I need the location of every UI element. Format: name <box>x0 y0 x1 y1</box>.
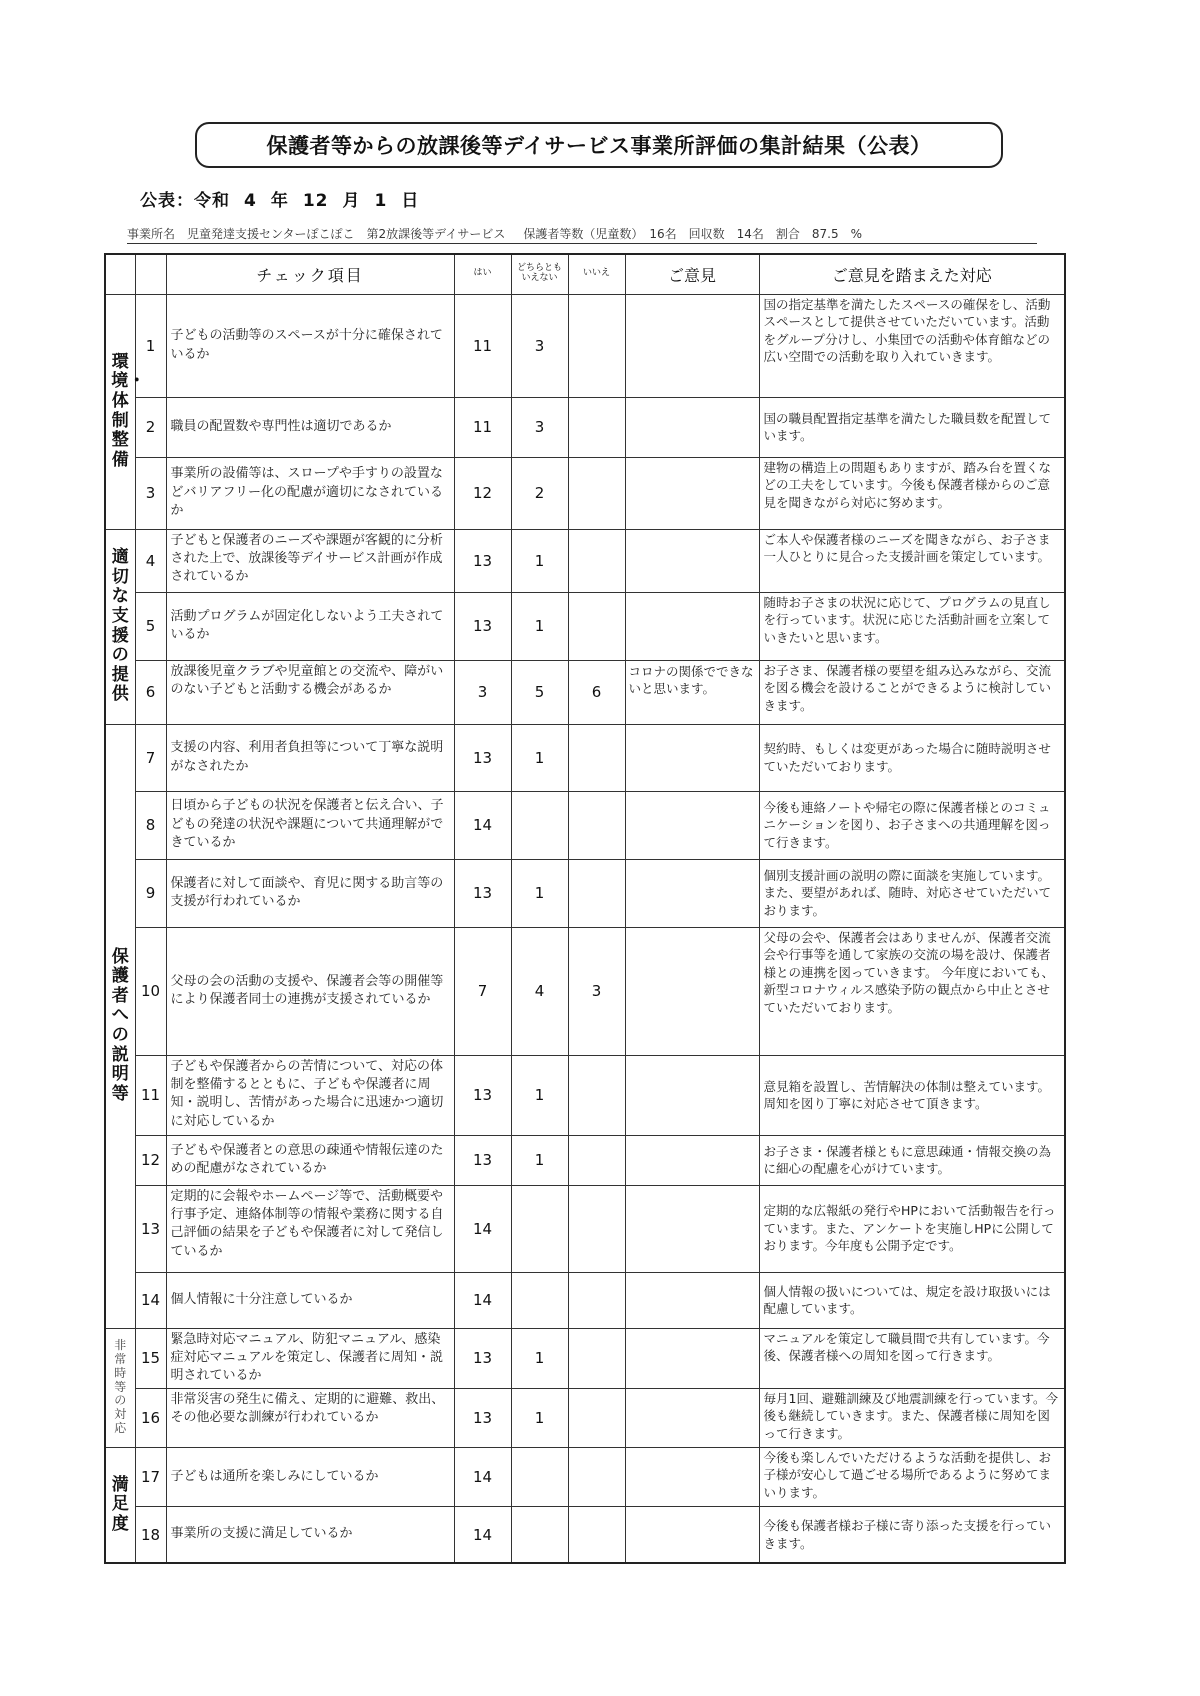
opinion-cell <box>625 1055 759 1135</box>
count-cell: 13 <box>454 1055 511 1135</box>
count-cell <box>568 1506 625 1563</box>
opinion-cell <box>625 724 759 791</box>
check-item: 事業所の支援に満足しているか <box>166 1506 454 1563</box>
opinion-cell <box>625 1272 759 1328</box>
count-cell <box>511 791 568 859</box>
count-cell <box>568 457 625 529</box>
count-cell <box>568 724 625 791</box>
count-cell: 13 <box>454 529 511 592</box>
category-explanation <box>105 724 135 1328</box>
check-item: 日頃から子どもの状況を保護者と伝え合い、子どもの発達の状況や課題について共通理解ができているか <box>166 791 454 859</box>
response-cell: マニュアルを策定して職員間で共有しています。今後、保護者様への周知を図って行きます。 <box>759 1328 1065 1388</box>
table-row <box>105 1135 1065 1185</box>
count-cell: 14 <box>454 1506 511 1563</box>
opinion-cell <box>625 457 759 529</box>
table-row <box>105 1388 1065 1447</box>
count-cell <box>511 1447 568 1506</box>
response-cell: 意見箱を設置し、苦情解決の体制は整えています。周知を図り丁寧に対応させて頂きます。 <box>759 1055 1065 1135</box>
count-cell: 2 <box>511 457 568 529</box>
count-cell: 14 <box>454 1447 511 1506</box>
count-cell: 11 <box>454 397 511 457</box>
opinion-cell <box>625 1328 759 1388</box>
facility-info <box>127 225 1037 244</box>
check-item: 子どもの活動等のスペースが十分に確保されているか <box>166 294 454 397</box>
table-cell <box>135 254 166 294</box>
check-item: 保護者に対して面談や、育児に関する助言等の支援が行われているか <box>166 859 454 927</box>
text-span: 日 <box>401 191 420 211</box>
count-cell: 13 <box>454 1328 511 1388</box>
row-number: 12 <box>135 1135 166 1185</box>
header-yes: はい <box>454 254 511 294</box>
table-row <box>105 859 1065 927</box>
header-row <box>105 254 1065 294</box>
count-cell <box>568 1185 625 1272</box>
facility-name: 事業所名 児童発達支援センターぽこぽこ 第2放課後等デイサービス <box>127 227 506 241</box>
table-row <box>105 660 1065 724</box>
count-cell <box>568 397 625 457</box>
opinion-cell <box>625 397 759 457</box>
row-number: 4 <box>135 529 166 592</box>
response-cell: 今後も保護者様お子様に寄り添った支援を行っていきます。 <box>759 1506 1065 1563</box>
table-row <box>105 592 1065 660</box>
count-cell <box>568 529 625 592</box>
text-span: 適切な支援の提供 <box>111 547 129 705</box>
count-cell <box>568 1135 625 1185</box>
text-span: 1 <box>374 191 388 211</box>
count-cell: 13 <box>454 724 511 791</box>
text-span: 環境・体制整備 <box>111 351 146 470</box>
opinion-cell <box>625 1388 759 1447</box>
text-span: 公表：令和 <box>140 191 230 211</box>
table-row <box>105 927 1065 1055</box>
check-item: 個人情報に十分注意しているか <box>166 1272 454 1328</box>
opinion-cell <box>625 1447 759 1506</box>
row-number: 18 <box>135 1506 166 1563</box>
count-cell: 1 <box>511 1328 568 1388</box>
count-cell: 1 <box>511 1388 568 1447</box>
response-cell: ご本人や保護者様のニーズを聞きながら、お子さま一人ひとりに見合った支援計画を策定しています。 <box>759 529 1065 592</box>
response-cell: 今後も連絡ノートや帰宅の際に保護者様とのコミュニケーションを図り、お子さまへの共通理解を図って行きます。 <box>759 791 1065 859</box>
header-response: ご意見を踏まえた対応 <box>759 254 1065 294</box>
response-cell: 父母の会や、保護者会はありませんが、保護者交流会や行事等を通して家族の交流の場を設け、保護者様との連携を図っていきます。 今年度においても、新型コロナウィルス感染予防の観点から中止とさせていただいております。 <box>759 927 1065 1055</box>
check-item: 緊急時対応マニュアル、防犯マニュアル、感染症対応マニュアルを策定し、保護者に周知・説明されているか <box>166 1328 454 1388</box>
opinion-cell <box>625 592 759 660</box>
count-cell: 13 <box>454 592 511 660</box>
evaluation-table <box>104 253 1066 1564</box>
count-cell: 13 <box>454 1135 511 1185</box>
count-cell: 3 <box>511 397 568 457</box>
opinion-cell: コロナの関係でできないと思います。 <box>625 660 759 724</box>
row-number: 13 <box>135 1185 166 1272</box>
table-row <box>105 724 1065 791</box>
opinion-cell <box>625 1185 759 1272</box>
text-span: 年 <box>270 191 289 211</box>
count-cell <box>568 592 625 660</box>
row-number: 1 <box>135 294 166 397</box>
table-row <box>105 529 1065 592</box>
response-cell: お子さま・保護者様ともに意思疎通・情報交換の為に細心の配慮を心がけています。 <box>759 1135 1065 1185</box>
count-cell: 14 <box>454 1272 511 1328</box>
response-cell: 建物の構造上の問題もありますが、踏み台を置くなどの工夫をしています。今後も保護者様からのご意見を聞きながら対応に努めます。 <box>759 457 1065 529</box>
count-cell: 14 <box>454 1185 511 1272</box>
count-cell: 14 <box>454 791 511 859</box>
count-cell <box>568 859 625 927</box>
check-item: 子どもや保護者との意思の疎通や情報伝達のための配慮がなされているか <box>166 1135 454 1185</box>
response-cell: 国の職員配置指定基準を満たした職員数を配置しています。 <box>759 397 1065 457</box>
text-span: 非常時等の対応 <box>114 1338 127 1436</box>
count-cell <box>568 1055 625 1135</box>
row-number: 10 <box>135 927 166 1055</box>
response-cell: お子さま、保護者様の要望を組み込みながら、交流を図る機会を設けることができるように検討していきます。 <box>759 660 1065 724</box>
count-cell <box>568 1447 625 1506</box>
response-cell: 定期的な広報紙の発行やHPにおいて活動報告を行っています。また、アンケートを実施しHPに公開しております。今年度も公開予定です。 <box>759 1185 1065 1272</box>
row-number: 6 <box>135 660 166 724</box>
text-span: 満足度 <box>111 1474 129 1534</box>
header-check-item: チェック項目 <box>166 254 454 294</box>
opinion-cell <box>625 294 759 397</box>
count-cell: 1 <box>511 859 568 927</box>
response-cell: 毎月1回、避難訓練及び地震訓練を行っています。今後も継続していきます。また、保護者様に周知を図って行きます。 <box>759 1388 1065 1447</box>
table-row <box>105 1328 1065 1388</box>
row-number: 9 <box>135 859 166 927</box>
response-cell: 今後も楽しんでいただけるような活動を提供し、お子様が安心して過ごせる場所であるように努めてまいります。 <box>759 1447 1065 1506</box>
table-cell <box>105 254 135 294</box>
header-neither: どちらとも いえない <box>511 254 568 294</box>
count-cell <box>511 1506 568 1563</box>
check-item: 定期的に会報やホームページ等で、活動概要や行事予定、連絡体制等の情報や業務に関する自己評価の結果を子どもや保護者に対して発信しているか <box>166 1185 454 1272</box>
check-item: 活動プログラムが固定化しないよう工夫されているか <box>166 592 454 660</box>
response-cell: 国の指定基準を満たしたスペースの確保をし、活動スペースとして提供させていただいています。活動をグループ分けし、小集団での活動や体育館などの広い空間での活動を取り入れていきます。 <box>759 294 1065 397</box>
row-number: 3 <box>135 457 166 529</box>
check-item: 子どもと保護者のニーズや課題が客観的に分析された上で、放課後等デイサービス計画が作成されているか <box>166 529 454 592</box>
count-cell: 4 <box>511 927 568 1055</box>
count-cell: 3 <box>568 927 625 1055</box>
header-opinion: ご意見 <box>625 254 759 294</box>
count-cell: 1 <box>511 592 568 660</box>
count-cell: 6 <box>568 660 625 724</box>
response-cell: 随時お子さまの状況に応じて、プログラムの見直しを行っています。状況に応じた活動計画を立案していきたいと思います。 <box>759 592 1065 660</box>
count-cell: 5 <box>511 660 568 724</box>
category-satisfaction <box>105 1447 135 1563</box>
row-number: 14 <box>135 1272 166 1328</box>
count-cell <box>568 1388 625 1447</box>
check-item: 子どもや保護者からの苦情について、対応の体制を整備するとともに、子どもや保護者に周知・説明し、苦情があった場合に迅速かつ適切に対応しているか <box>166 1055 454 1135</box>
table-row <box>105 397 1065 457</box>
table-row <box>105 1447 1065 1506</box>
count-cell: 1 <box>511 529 568 592</box>
count-cell: 1 <box>511 724 568 791</box>
opinion-cell <box>625 1135 759 1185</box>
table-row <box>105 1055 1065 1135</box>
count-cell: 7 <box>454 927 511 1055</box>
count-cell <box>568 1328 625 1388</box>
respondent-counts: 保護者等数（児童数） 16名 回収数 14名 割合 87.5 % <box>523 227 862 241</box>
count-cell: 13 <box>454 1388 511 1447</box>
response-cell: 契約時、もしくは変更があった場合に随時説明させていただいております。 <box>759 724 1065 791</box>
count-cell: 11 <box>454 294 511 397</box>
row-number: 11 <box>135 1055 166 1135</box>
category-support <box>105 529 135 724</box>
response-cell: 個別支援計画の説明の際に面談を実施しています。また、要望があれば、随時、対応させていただいております。 <box>759 859 1065 927</box>
count-cell: 3 <box>511 294 568 397</box>
count-cell: 13 <box>454 859 511 927</box>
check-item: 放課後児童クラブや児童館との交流や、障がいのない子どもと活動する機会があるか <box>166 660 454 724</box>
count-cell: 1 <box>511 1135 568 1185</box>
opinion-cell <box>625 1506 759 1563</box>
text-span: 4 <box>244 191 257 211</box>
table-row <box>105 1506 1065 1563</box>
check-item: 支援の内容、利用者負担等について丁寧な説明がなされたか <box>166 724 454 791</box>
count-cell: 1 <box>511 1055 568 1135</box>
row-number: 7 <box>135 724 166 791</box>
row-number: 2 <box>135 397 166 457</box>
opinion-cell <box>625 791 759 859</box>
opinion-cell <box>625 859 759 927</box>
text-span: 月 <box>342 191 361 211</box>
row-number: 5 <box>135 592 166 660</box>
row-number: 17 <box>135 1447 166 1506</box>
count-cell: 3 <box>454 660 511 724</box>
count-cell <box>511 1272 568 1328</box>
check-item: 非常災害の発生に備え、定期的に避難、救出、その他必要な訓練が行われているか <box>166 1388 454 1447</box>
row-number: 15 <box>135 1328 166 1388</box>
count-cell <box>568 294 625 397</box>
table-row <box>105 1272 1065 1328</box>
category-emergency <box>105 1328 135 1447</box>
publication-date <box>140 186 433 211</box>
check-item: 事業所の設備等は、スロープや手すりの設置などバリアフリー化の配慮が適切になされているか <box>166 457 454 529</box>
header-no: いいえ <box>568 254 625 294</box>
table-row <box>105 1185 1065 1272</box>
table-row <box>105 294 1065 397</box>
check-item: 父母の会の活動の支援や、保護者会等の開催等により保護者同士の連携が支援されているか <box>166 927 454 1055</box>
table-row <box>105 791 1065 859</box>
text-span: 12 <box>302 191 329 211</box>
count-cell <box>568 1272 625 1328</box>
check-item: 職員の配置数や専門性は適切であるか <box>166 397 454 457</box>
document-title: 保護者等からの放課後等デイサービス事業所評価の集計結果（公表） <box>195 122 1003 168</box>
count-cell <box>568 791 625 859</box>
category-environment <box>105 294 146 529</box>
check-item: 子どもは通所を楽しみにしているか <box>166 1447 454 1506</box>
text-span: 保護者への説明等 <box>111 946 129 1104</box>
row-number: 16 <box>135 1388 166 1447</box>
opinion-cell <box>625 927 759 1055</box>
table-row <box>105 457 1065 529</box>
row-number: 8 <box>135 791 166 859</box>
opinion-cell <box>625 529 759 592</box>
response-cell: 個人情報の扱いについては、規定を設け取扱いには配慮しています。 <box>759 1272 1065 1328</box>
count-cell <box>511 1185 568 1272</box>
count-cell: 12 <box>454 457 511 529</box>
